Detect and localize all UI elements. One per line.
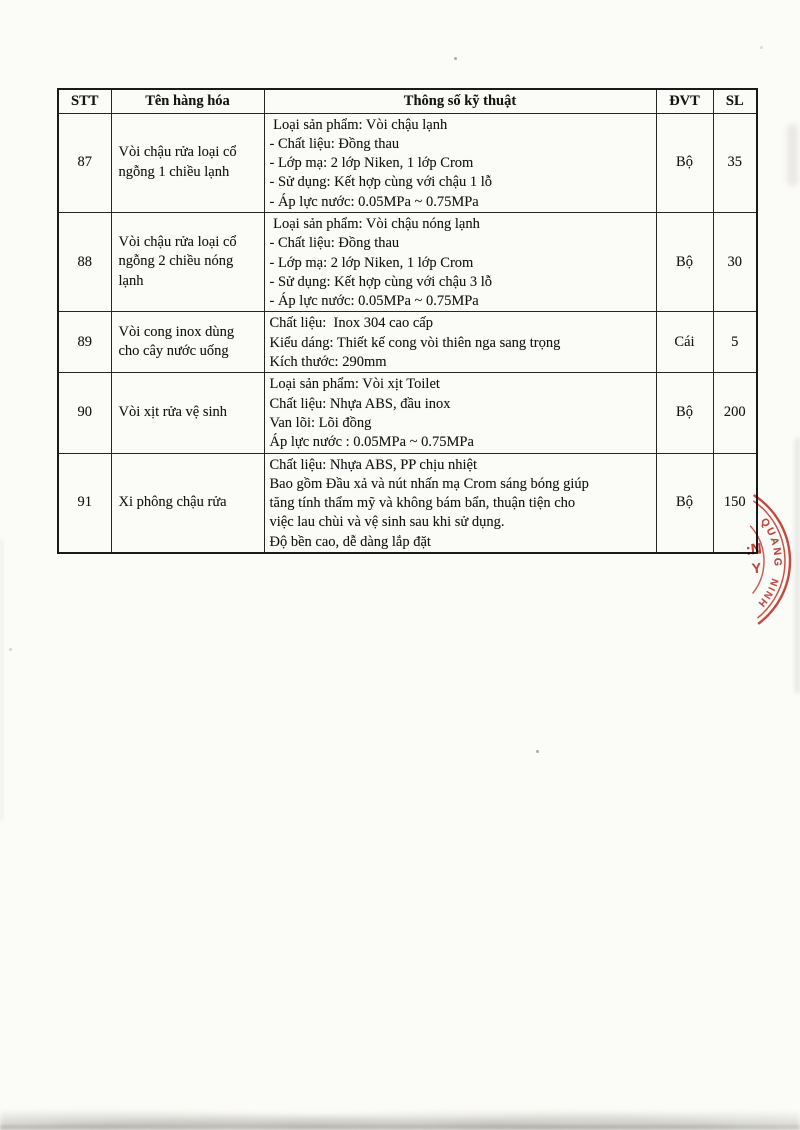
cell-product-name bbox=[111, 113, 264, 212]
cell-unit: Bộ bbox=[656, 113, 713, 212]
cell-product-name bbox=[111, 212, 264, 311]
cell-product-name bbox=[111, 312, 264, 373]
spec-line: Loại sản phẩm: Vòi chậu lạnh bbox=[269, 116, 448, 133]
spec-line: Kích thước: 290mm bbox=[269, 354, 387, 371]
scan-bottom-edge bbox=[0, 1125, 800, 1130]
product-name-text: Xi phông chậu rửa bbox=[118, 494, 227, 511]
spec-line: Áp lực nước : 0.05MPa ~ 0.75MPa bbox=[269, 434, 474, 451]
stamp-center-text-fragment: :N bbox=[745, 540, 763, 559]
table-header-row bbox=[58, 89, 757, 113]
cell-unit: Cái bbox=[656, 312, 713, 373]
cell-stt: 91 bbox=[58, 453, 111, 553]
ink-speck bbox=[760, 46, 763, 49]
col-header-ten-hang-hoa: Tên hàng hóa bbox=[111, 89, 264, 113]
scan-edge-shadow bbox=[0, 540, 3, 820]
product-spec-table bbox=[57, 88, 758, 554]
product-name-text: Vòi chậu rửa loại cổ ngỗng 1 chiều lạnh bbox=[118, 144, 237, 180]
cell-unit: Bộ bbox=[656, 373, 713, 453]
product-name-text: Vòi cong inox dùng cho cây nước uống bbox=[118, 323, 235, 360]
stamp-ring-text-lower: NINH bbox=[754, 576, 780, 610]
spec-line: - Sử dụng: Kết hợp cùng với chậu 1 lỗ bbox=[269, 174, 493, 191]
table-row bbox=[58, 453, 757, 553]
table-row bbox=[58, 212, 757, 311]
spec-line: Loại sản phẩm: Vòi xịt Toilet bbox=[269, 376, 440, 393]
cell-specs bbox=[264, 113, 656, 212]
cell-product-name bbox=[111, 373, 264, 453]
table-row bbox=[58, 113, 757, 212]
spec-line: Chất liệu: Nhựa ABS, PP chịu nhiệt bbox=[269, 456, 478, 473]
cell-quantity: 200 bbox=[713, 373, 757, 453]
product-name-text: Vòi chậu rửa loại cổ ngỗng 2 chiều nóng lạnh bbox=[118, 233, 237, 289]
product-name-text: Vòi xịt rửa vệ sinh bbox=[118, 404, 228, 421]
stamp-center-text-fragment: Y bbox=[751, 559, 762, 577]
cell-stt: 88 bbox=[58, 212, 111, 311]
spec-line: - Áp lực nước: 0.05MPa ~ 0.75MPa bbox=[269, 293, 479, 310]
col-header-thong-so-ky-thuat: Thông số kỹ thuật bbox=[264, 89, 656, 113]
spec-line: - Chất liệu: Đồng thau bbox=[269, 135, 400, 152]
scan-smudge bbox=[787, 124, 798, 186]
spec-line: tăng tính thẩm mỹ và không bám bẩn, thuận tiện cho bbox=[269, 495, 576, 512]
spec-line: Kiểu dáng: Thiết kế cong vòi thiên nga sang trọng bbox=[269, 334, 561, 351]
col-header-dvt: ĐVT bbox=[656, 89, 713, 113]
spec-line: - Sử dụng: Kết hợp cùng với chậu 3 lỗ bbox=[269, 273, 493, 290]
spec-line: Chất liệu: Inox 304 cao cấp bbox=[269, 315, 433, 332]
spec-line: Độ bền cao, dễ dàng lắp đặt bbox=[269, 533, 431, 550]
stamp-ring-text-upper: QUANG bbox=[757, 515, 784, 569]
spec-line: - Lớp mạ: 2 lớp Niken, 1 lớp Crom bbox=[269, 254, 474, 271]
scan-shadow-band bbox=[0, 1104, 800, 1130]
red-stamp-partial bbox=[680, 470, 800, 640]
spec-line: - Lớp mạ: 2 lớp Niken, 1 lớp Crom bbox=[269, 155, 474, 172]
ink-speck bbox=[536, 750, 539, 753]
spec-line: - Áp lực nước: 0.05MPa ~ 0.75MPa bbox=[269, 193, 479, 210]
cell-quantity: 30 bbox=[713, 212, 757, 311]
ink-speck bbox=[9, 648, 12, 651]
cell-stt: 87 bbox=[58, 113, 111, 212]
cell-specs bbox=[264, 453, 656, 553]
spec-line: Loại sản phẩm: Vòi chậu nóng lạnh bbox=[269, 215, 480, 232]
cell-stt: 89 bbox=[58, 312, 111, 373]
table-row bbox=[58, 312, 757, 373]
ink-speck bbox=[454, 57, 457, 60]
col-header-sl: SL bbox=[713, 89, 757, 113]
cell-quantity: 150 bbox=[713, 453, 757, 553]
cell-specs bbox=[264, 312, 656, 373]
spec-line: Bao gồm Đầu xả và nút nhấn mạ Crom sáng bóng giúp bbox=[269, 475, 589, 492]
cell-quantity: 35 bbox=[713, 113, 757, 212]
cell-product-name bbox=[111, 453, 264, 553]
cell-specs bbox=[264, 212, 656, 311]
spec-line: Van lõi: Lõi đồng bbox=[269, 414, 372, 431]
cell-stt: 90 bbox=[58, 373, 111, 453]
spec-line: Chất liệu: Nhựa ABS, đầu inox bbox=[269, 395, 451, 412]
cell-specs bbox=[264, 373, 656, 453]
cell-unit: Bộ bbox=[656, 212, 713, 311]
cell-unit: Bộ bbox=[656, 453, 713, 553]
spec-line: việc lau chùi và vệ sinh sau khi sử dụng. bbox=[269, 514, 505, 531]
cell-quantity: 5 bbox=[713, 312, 757, 373]
spec-line: - Chất liệu: Đồng thau bbox=[269, 235, 400, 252]
table-row bbox=[58, 373, 757, 453]
col-header-stt: STT bbox=[58, 89, 111, 113]
